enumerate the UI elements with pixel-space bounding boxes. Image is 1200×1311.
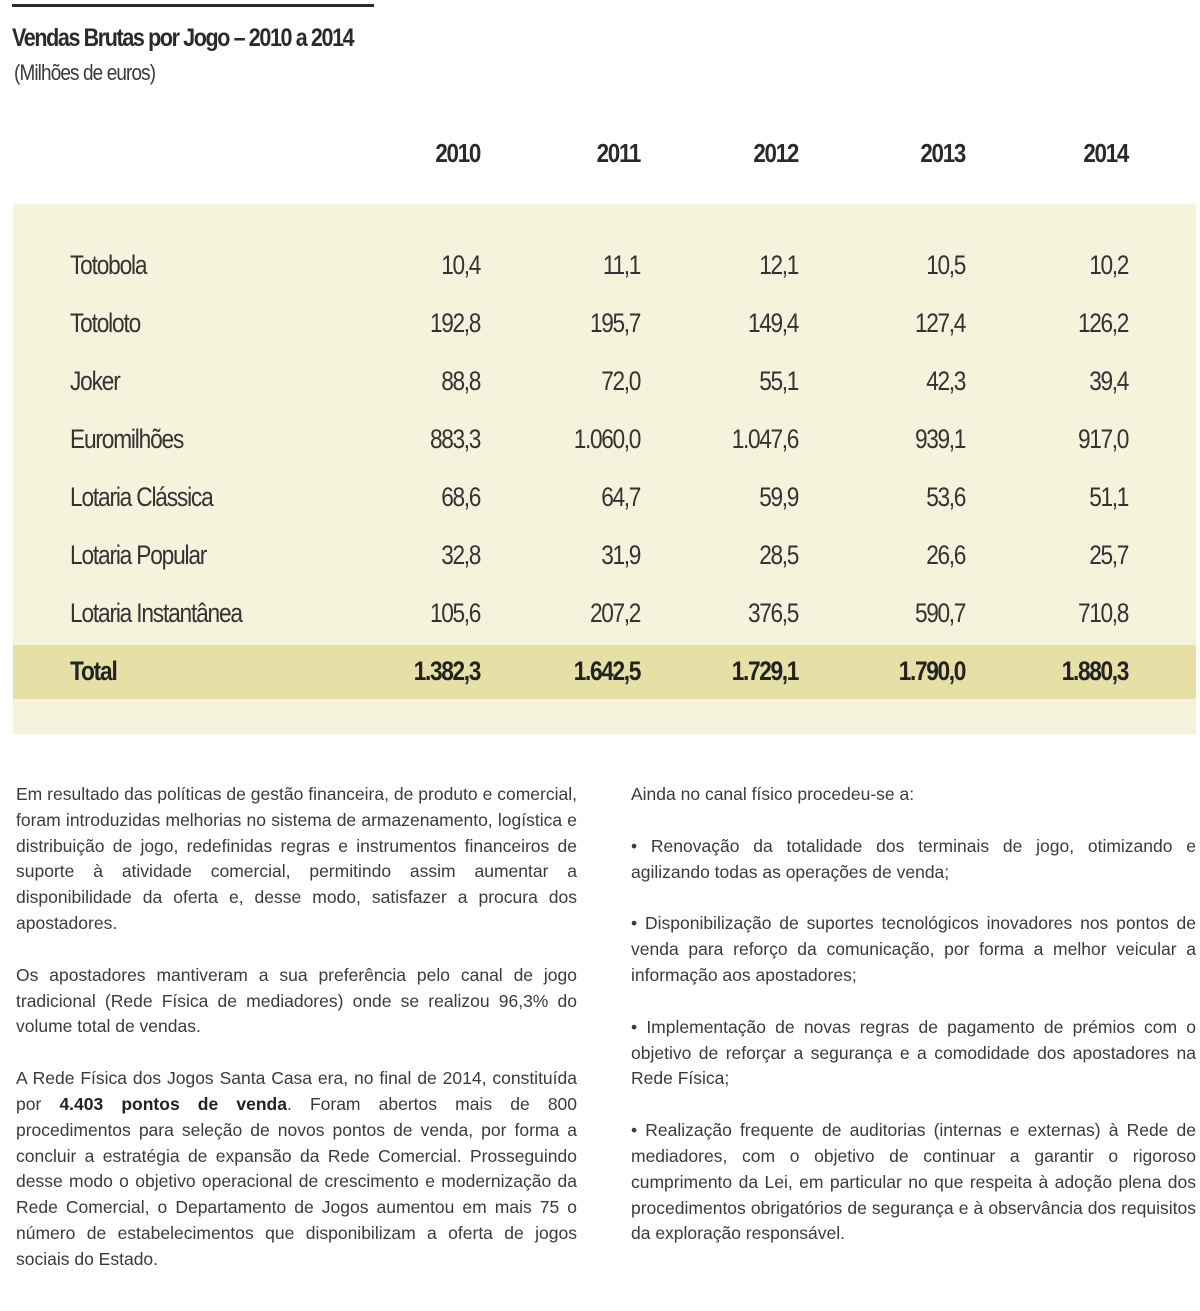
row-label: Lotaria Clássica bbox=[70, 482, 213, 512]
bullet-item: • Renovação da totalidade dos terminais de jogo, otimizando e agilizando todas as operações de venda; bbox=[631, 835, 1196, 882]
cell-2013: 10,5 bbox=[926, 250, 965, 280]
cell-2012: 55,1 bbox=[759, 366, 798, 396]
cell-2011: 31,9 bbox=[601, 540, 640, 570]
cell-2013: 26,6 bbox=[926, 540, 965, 570]
total-2012: 1.729,1 bbox=[731, 656, 798, 686]
left-text-column bbox=[16, 782, 577, 1299]
table-subtitle: (Milhões de euros) bbox=[14, 60, 156, 85]
row-label: Joker bbox=[70, 366, 120, 396]
cell-2014: 39,4 bbox=[1089, 366, 1128, 396]
paragraph-intro: Ainda no canal físico procedeu-se a: bbox=[631, 784, 915, 804]
cell-2011: 64,7 bbox=[601, 482, 640, 512]
cell-2012: 376,5 bbox=[747, 598, 798, 628]
cell-2011: 72,0 bbox=[601, 366, 640, 396]
cell-2013: 42,3 bbox=[926, 366, 965, 396]
paragraph: Em resultado das políticas de gestão financeira, de produto e comercial, foram introduzidas melhorias no sistema de armazenamento, logística e distribuição de jogo, redefinidas regras e instrumentos financeiros de suporte à atividade comercial, permitindo assim aumentar a disponibilidade da oferta e, desse modo, satisfazer a procura dos apostadores. bbox=[16, 784, 577, 933]
year-header-2011: 2011 bbox=[596, 138, 640, 168]
bullet-item: • Realização frequente de auditorias (internas e externas) à Rede de mediadores, com o objetivo de continuar a garantir o rigoroso cumprimento da Lei, em particular no que respeita à adoção plena dos procedimentos obrigatórios de segurança e à observância dos requisitos da exploração responsável. bbox=[631, 1120, 1196, 1244]
cell-2013: 127,4 bbox=[914, 308, 965, 338]
total-2014: 1.880,3 bbox=[1061, 656, 1128, 686]
table-title: Vendas Brutas por Jogo – 2010 a 2014 bbox=[12, 24, 354, 52]
table-row bbox=[0, 308, 1200, 348]
cell-2010: 32,8 bbox=[441, 540, 480, 570]
year-header-2013: 2013 bbox=[920, 138, 965, 168]
row-label: Totobola bbox=[70, 250, 147, 280]
row-label: Lotaria Instantânea bbox=[70, 598, 242, 628]
total-2013: 1.790,0 bbox=[898, 656, 965, 686]
cell-2011: 195,7 bbox=[589, 308, 640, 338]
cell-2012: 59,9 bbox=[759, 482, 798, 512]
cell-2014: 126,2 bbox=[1077, 308, 1128, 338]
cell-2014: 10,2 bbox=[1089, 250, 1128, 280]
table-row bbox=[0, 424, 1200, 464]
paragraph-text: . Foram abertos mais de 800 procedimentos para seleção de novos pontos de venda, por forma a concluir a estratégia de expansão da Rede Comercial. Prosseguindo desse modo o objetivo operacional de crescimento e modernização da Rede Comercial, o Departamento de Jogos aumentou em mais 75 o número de estabelecimentos que disponibilizam a oferta de jogos sociais do Estado. bbox=[16, 1093, 578, 1269]
table-row bbox=[0, 540, 1200, 580]
cell-2012: 12,1 bbox=[759, 250, 798, 280]
row-label: Euromilhões bbox=[70, 424, 184, 454]
cell-2013: 53,6 bbox=[926, 482, 965, 512]
cell-2014: 917,0 bbox=[1077, 424, 1128, 454]
row-label: Totoloto bbox=[70, 308, 141, 338]
cell-2011: 11,1 bbox=[602, 250, 640, 280]
cell-2013: 590,7 bbox=[914, 598, 965, 628]
table-row bbox=[0, 366, 1200, 406]
cell-2010: 192,8 bbox=[429, 308, 480, 338]
total-2010: 1.382,3 bbox=[413, 656, 480, 686]
points-of-sale-highlight: 4.403 pontos de venda bbox=[59, 1093, 287, 1114]
table-row bbox=[0, 482, 1200, 522]
right-text-column bbox=[631, 782, 1196, 1273]
cell-2011: 1.060,0 bbox=[573, 424, 640, 454]
year-header-2012: 2012 bbox=[753, 138, 798, 168]
cell-2013: 939,1 bbox=[914, 424, 965, 454]
table-row bbox=[0, 250, 1200, 290]
cell-2010: 10,4 bbox=[441, 250, 480, 280]
cell-2014: 25,7 bbox=[1089, 540, 1128, 570]
cell-2010: 883,3 bbox=[429, 424, 480, 454]
table-row bbox=[0, 598, 1200, 638]
cell-2010: 105,6 bbox=[429, 598, 480, 628]
row-label: Lotaria Popular bbox=[70, 540, 207, 570]
total-row bbox=[0, 656, 1200, 696]
bullet-item: • Disponibilização de suportes tecnológicos inovadores nos pontos de venda para reforço da comunicação, por forma a melhor veicular a informação aos apostadores; bbox=[631, 913, 1196, 985]
title-rule bbox=[12, 4, 374, 7]
cell-2012: 1.047,6 bbox=[731, 424, 798, 454]
total-label: Total bbox=[70, 656, 117, 686]
cell-2010: 88,8 bbox=[441, 366, 480, 396]
bullet-item: • Implementação de novas regras de pagamento de prémios com o objetivo de reforçar a segurança e a comodidade dos apostadores na Rede Física; bbox=[631, 1016, 1196, 1089]
cell-2014: 51,1 bbox=[1089, 482, 1128, 512]
total-2011: 1.642,5 bbox=[573, 656, 640, 686]
paragraph bbox=[16, 1066, 577, 1272]
cell-2010: 68,6 bbox=[441, 482, 480, 512]
paragraph: Os apostadores mantiveram a sua preferência pelo canal de jogo tradicional (Rede Física de mediadores) onde se realizou 96,3% do volume total de vendas. bbox=[16, 964, 577, 1037]
cell-2011: 207,2 bbox=[589, 598, 640, 628]
paragraph-text: A Rede Física dos Jogos Santa Casa era, no final de 2014, constituída por bbox=[16, 1068, 577, 1114]
year-header-2014: 2014 bbox=[1083, 138, 1128, 168]
cell-2012: 28,5 bbox=[759, 540, 798, 570]
cell-2014: 710,8 bbox=[1077, 598, 1128, 628]
cell-2012: 149,4 bbox=[747, 308, 798, 338]
year-header-2010: 2010 bbox=[435, 138, 480, 168]
